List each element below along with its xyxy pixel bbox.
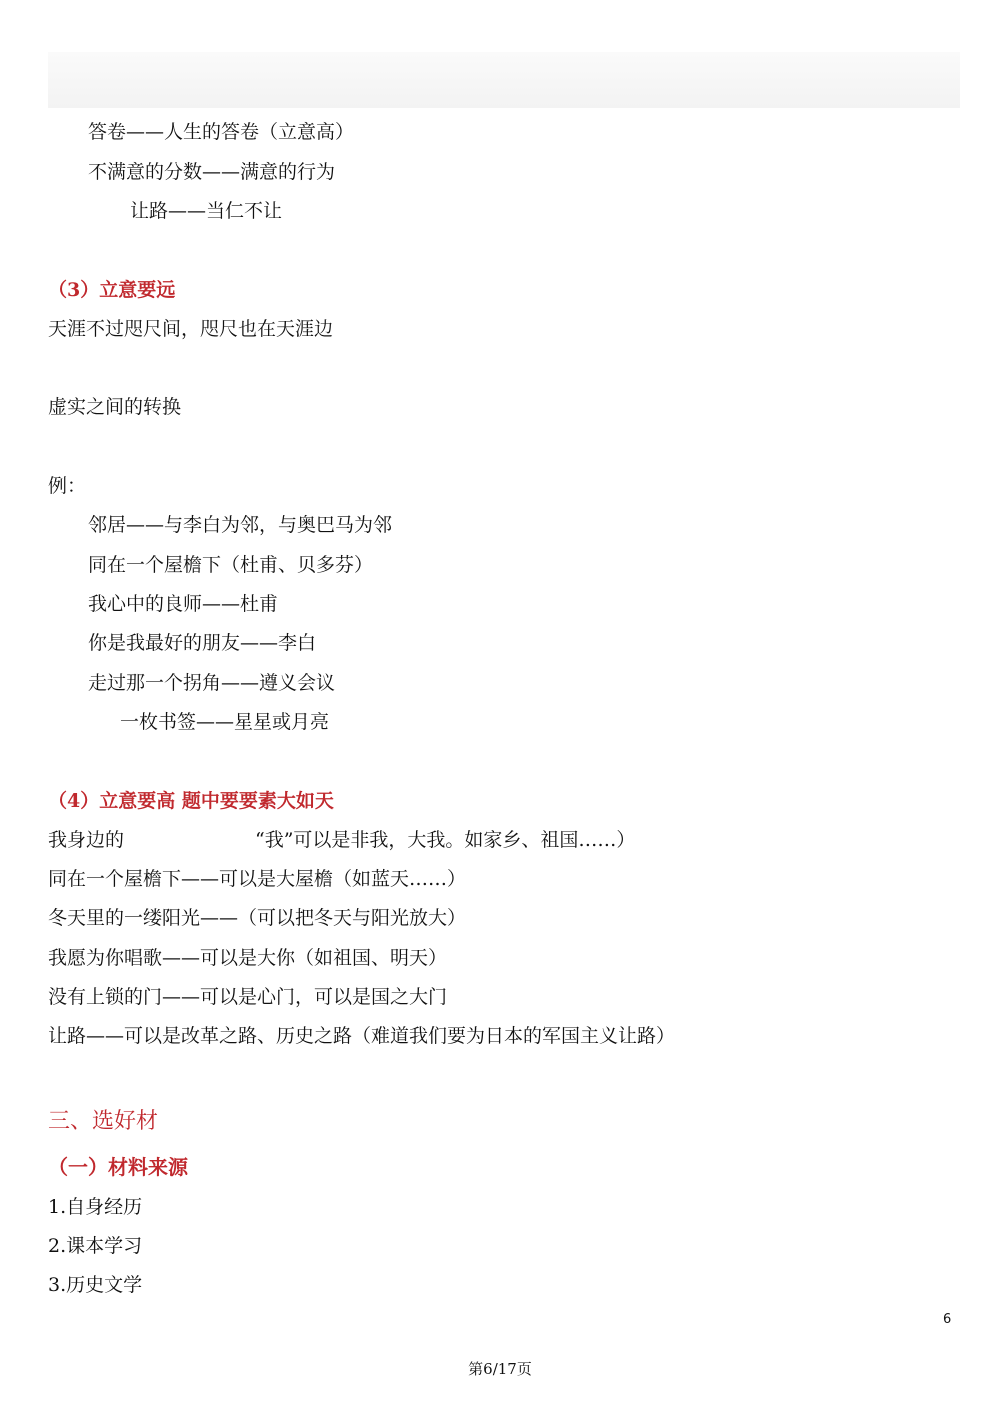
list-item: 3.历史文学: [48, 1274, 143, 1296]
text-line: 不满意的分数——满意的行为: [88, 161, 336, 183]
sub-heading: （一）材料来源: [48, 1155, 188, 1179]
section-heading: （3）立意要远: [48, 279, 176, 301]
text-line: 冬天里的一缕阳光——（可以把冬天与阳光放大）: [48, 907, 467, 929]
text-line: 我身边的: [48, 829, 125, 851]
text-line: 答卷——人生的答卷（立意高）: [88, 121, 355, 143]
text-line: 同在一个屋檐下（杜甫、贝多芬）: [88, 554, 374, 576]
text-line: 虚实之间的转换: [48, 396, 182, 418]
text-line: 让路——当仁不让: [130, 200, 283, 222]
text-line: 邻居——与李白为邻，与奥巴马为邻: [88, 514, 393, 536]
text-line: 我心中的良师——杜甫: [88, 593, 279, 615]
text-line: 走过那一个拐角——遵义会议: [88, 672, 336, 694]
text-line: 让路——可以是改革之路、历史之路（难道我们要为日本的军国主义让路）: [48, 1025, 676, 1047]
section-heading: （4）立意要高 题中要要素大如天: [48, 790, 334, 812]
text-line: 没有上锁的门——可以是心门，可以是国之大门: [48, 986, 448, 1008]
page-footer: 第6/17页: [468, 1360, 532, 1378]
text-line: 例：: [48, 475, 87, 497]
list-item: 1.自身经历: [48, 1196, 143, 1218]
page-number: 6: [943, 1312, 952, 1327]
chapter-heading: 三、选好材: [48, 1109, 159, 1134]
text-line: 一枚书签——星星或月亮: [120, 711, 330, 733]
header-band: [48, 52, 960, 108]
text-line: 天涯不过咫尺间，咫尺也在天涯边: [48, 318, 334, 340]
text-line: “我”可以是非我，大我。如家乡、祖国……）: [255, 829, 636, 851]
list-item: 2.课本学习: [48, 1235, 143, 1257]
text-line: 你是我最好的朋友——李白: [88, 632, 317, 654]
text-line: 我愿为你唱歌——可以是大你（如祖国、明天）: [48, 947, 448, 969]
text-line: 同在一个屋檐下——可以是大屋檐（如蓝天……）: [48, 868, 467, 890]
